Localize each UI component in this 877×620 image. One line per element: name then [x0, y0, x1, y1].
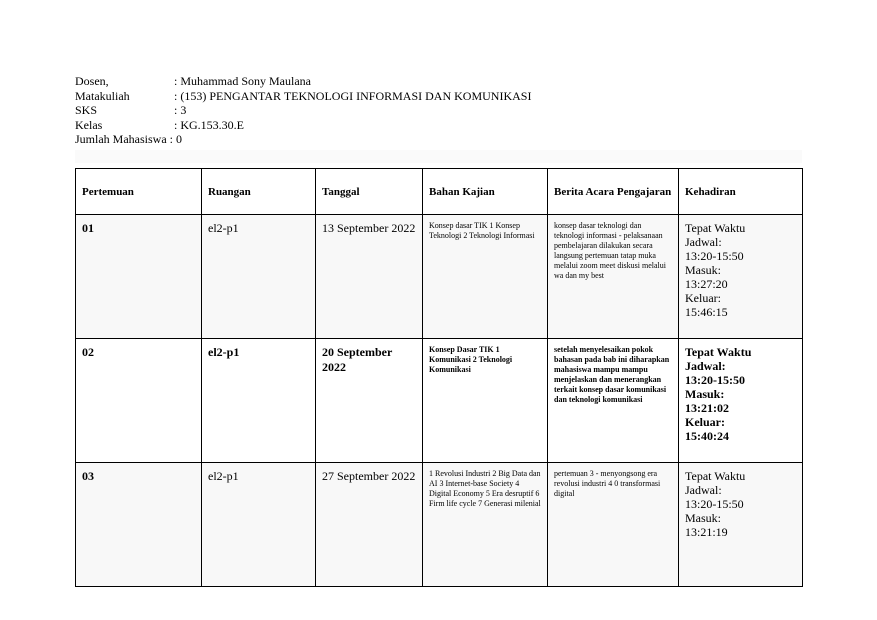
cell-tanggal: 13 September 2022 [316, 215, 423, 339]
info-dosen-label: Dosen, [75, 74, 109, 88]
header-ruangan: Ruangan [202, 169, 316, 215]
kehadiran-status: Tepat Waktu [685, 469, 746, 483]
cell-berita-acara: setelah menyelesaikan pokok bahasan pada bab ini diharapkan mahasiswa mampu mampu menjelaskan dan menerangkan terkait konsep dasar komunikasi dan teknologi komunikasi [548, 339, 679, 463]
cell-pertemuan: 01 [76, 215, 202, 339]
info-jumlah-value: : 0 [169, 132, 182, 146]
cell-ruangan: el2-p1 [202, 215, 316, 339]
table-header-row [76, 169, 803, 215]
table-row [76, 215, 803, 339]
kehadiran-masuk-value: 13:21:19 [685, 525, 728, 539]
cell-tanggal: 27 September 2022 [316, 463, 423, 587]
kehadiran-jadwal-label: Jadwal: [685, 483, 722, 497]
kehadiran-masuk-value: 13:27:20 [685, 277, 728, 291]
header-bahan-kajian: Bahan Kajian [423, 169, 548, 215]
kehadiran-status: Tepat Waktu [685, 221, 746, 235]
kehadiran-jadwal-value: 13:20-15:50 [685, 249, 744, 263]
info-kelas-label: Kelas [75, 117, 103, 132]
cell-kehadiran [679, 339, 803, 463]
cell-bahan-kajian: Konsep Dasar TIK 1 Komunikasi 2 Teknologi Komunikasi [423, 339, 548, 463]
kehadiran-keluar-value: 15:46:15 [685, 305, 728, 319]
kehadiran-masuk-value: 13:21:02 [685, 401, 729, 415]
cell-pertemuan: 02 [76, 339, 202, 463]
info-jumlah [75, 132, 531, 147]
info-dosen-value: : Muhammad Sony Maulana [174, 74, 311, 88]
info-matakuliah [75, 89, 531, 104]
cell-berita-acara: pertemuan 3 - menyongsong era revolusi industri 4 0 transformasi digital [548, 463, 679, 587]
kehadiran-jadwal-value: 13:20-15:50 [685, 373, 745, 387]
info-kelas-value: : KG.153.30.E [174, 117, 244, 132]
kehadiran-keluar-value: 15:40:24 [685, 429, 729, 443]
cell-kehadiran [679, 463, 803, 587]
kehadiran-jadwal-label: Jadwal: [685, 359, 726, 373]
attendance-table [75, 168, 803, 587]
kehadiran-jadwal-label: Jadwal: [685, 235, 722, 249]
kehadiran-keluar-label: Keluar: [685, 291, 721, 305]
cell-ruangan: el2-p1 [202, 463, 316, 587]
kehadiran-status: Tepat Waktu [685, 345, 752, 359]
header-tanggal: Tanggal [316, 169, 423, 215]
cell-kehadiran [679, 215, 803, 339]
info-kelas [75, 118, 531, 133]
header-pertemuan: Pertemuan [76, 169, 202, 215]
course-info [75, 74, 531, 147]
kehadiran-keluar-label: Keluar: [685, 415, 725, 429]
cell-pertemuan: 03 [76, 463, 202, 587]
info-matakuliah-label: Matakuliah [75, 88, 130, 103]
info-dosen [75, 74, 531, 89]
info-matakuliah-value: : (153) PENGANTAR TEKNOLOGI INFORMASI DAN KOMUNIKASI [174, 88, 532, 103]
table-row [76, 463, 803, 587]
cell-bahan-kajian: 1 Revolusi Industri 2 Big Data dan AI 3 Internet-base Society 4 Digital Economy 5 Era desruptif 6 Firm life cycle 7 Generasi milenial [423, 463, 548, 587]
header-kehadiran: Kehadiran [679, 169, 803, 215]
cell-bahan-kajian: Konsep dasar TIK 1 Konsep Teknologi 2 Teknologi Informasi [423, 215, 548, 339]
info-jumlah-label: Jumlah Mahasiswa [75, 132, 167, 146]
cell-ruangan: el2-p1 [202, 339, 316, 463]
header-berita-acara: Berita Acara Pengajaran [548, 169, 679, 215]
kehadiran-masuk-label: Masuk: [685, 511, 721, 525]
info-divider-band [75, 150, 802, 163]
info-sks [75, 103, 531, 118]
table-row [76, 339, 803, 463]
kehadiran-masuk-label: Masuk: [685, 387, 725, 401]
cell-berita-acara: konsep dasar teknologi dan teknologi informasi - pelaksanaan pembelajaran dilakukan secara langsung pertemuan tatap muka melalui zoom meet diskusi melalui wa dan my best [548, 215, 679, 339]
kehadiran-masuk-label: Masuk: [685, 263, 721, 277]
cell-tanggal: 20 September 2022 [316, 339, 423, 463]
kehadiran-jadwal-value: 13:20-15:50 [685, 497, 744, 511]
info-sks-label: SKS [75, 103, 98, 117]
info-sks-value: : 3 [174, 103, 187, 117]
